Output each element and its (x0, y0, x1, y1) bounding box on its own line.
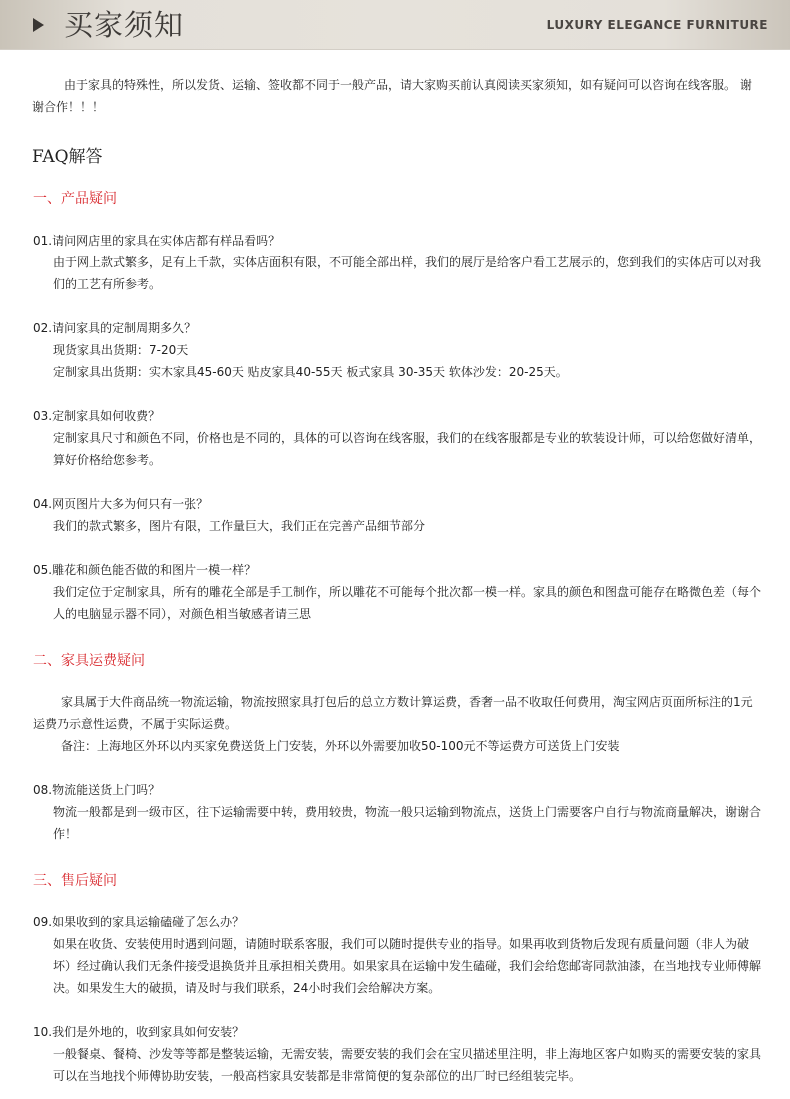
question-04: 04.网页图片大多为何只有一张？ (33, 497, 209, 511)
question-10: 10.我们是外地的，收到家具如何安装？ (33, 1025, 245, 1039)
answer-09: 如果在收货、安装使用时遇到问题，请随时联系客服，我们可以随时提供专业的指导。如果再收到货物后发现有质量问题（非人为破坏）经过确认我们无条件接受退换货并且承担相关费用。如果家具在运输中发生磕碰，我们会给您邮寄同款油漆，在当地找专业师傅解决。如果发生大的破损，请及时与我们联系，24小时我们会给解决方案。 (53, 937, 762, 995)
question-08: 08.物流能送货上门吗？ (33, 783, 161, 797)
question-09: 09.如果收到的家具运输磕碰了怎么办？ (33, 915, 245, 929)
question-01: 01.请问网店里的家具在实体店都有样品看吗？ (33, 234, 281, 248)
answer-02-line-1: 现货家具出货期：7-20天 (53, 343, 189, 357)
answer-05: 我们定位于定制家具，所有的雕花全部是手工制作，所以雕花不可能每个批次都一模一样。家具的颜色和图盘可能存在略微色差（每个人的电脑显示器不同），对颜色相当敏感者请三思 (53, 585, 762, 621)
section-heading-after-sales: 三、售后疑问 (33, 873, 117, 889)
question-02: 02.请问家具的定制周期多久？ (33, 321, 197, 335)
play-arrow-icon (33, 18, 44, 32)
answer-10: 一般餐桌、餐椅、沙发等等都是整装运输，无需安装，需要安装的我们会在宝贝描述里注明，非上海地区客户如购买的需要安装的家具可以在当地找个师傅协助安装，一般高档家具安装都是非常简便的复杂部位的出厂时已经组装完毕。 (53, 1047, 762, 1083)
section-heading-freight: 二、家具运费疑问 (33, 653, 145, 669)
answer-08: 物流一般都是到一级市区，往下运输需要中转，费用较贵，物流一般只运输到物流点，送货上门需要客户自行与物流商量解决，谢谢合作！ (53, 805, 762, 841)
question-03: 03.定制家具如何收费？ (33, 409, 161, 423)
answer-03: 定制家具尺寸和颜色不同，价格也是不同的，具体的可以咨询在线客服，我们的在线客服都是专业的软装设计师，可以给您做好清单，算好价格给您参考。 (53, 431, 762, 467)
answer-04: 我们的款式繁多，图片有限，工作量巨大，我们正在完善产品细节部分 (53, 519, 426, 533)
faq-heading: FAQ解答 (32, 147, 103, 167)
freight-paragraph: 家具属于大件商品统一物流运输，物流按照家具打包后的总立方数计算运费，香奢一品不收取任何费用，淘宝网店页面所标注的1元运费乃示意性运费，不属于实际运费。 (33, 695, 753, 731)
freight-note: 备注：上海地区外环以内买家免费送货上门安装，外环以外需要加收50-100元不等运费方可送货上门安装 (61, 739, 620, 753)
page-header (0, 0, 790, 50)
answer-02-line-2: 定制家具出货期：实木家具45-60天 贴皮家具40-55天 板式家具 30-35天 软体沙发：20-25天。 (53, 365, 568, 379)
page-title: 买家须知 (64, 8, 185, 42)
section-heading-product: 一、产品疑问 (33, 191, 117, 207)
intro-paragraph: 由于家具的特殊性，所以发货、运输、签收都不同于一般产品，请大家购买前认真阅读买家须知，如有疑问可以咨询在线客服。 谢谢合作！！！ (32, 78, 752, 114)
answer-01: 由于网上款式繁多，足有上千款，实体店面积有限，不可能全部出样，我们的展厅是给客户看工艺展示的，您到我们的实体店可以对我们的工艺有所参考。 (53, 255, 762, 291)
question-05: 05.雕花和颜色能否做的和图片一模一样？ (33, 563, 257, 577)
brand-tagline: LUXURY ELEGANCE FURNITURE (546, 18, 768, 32)
